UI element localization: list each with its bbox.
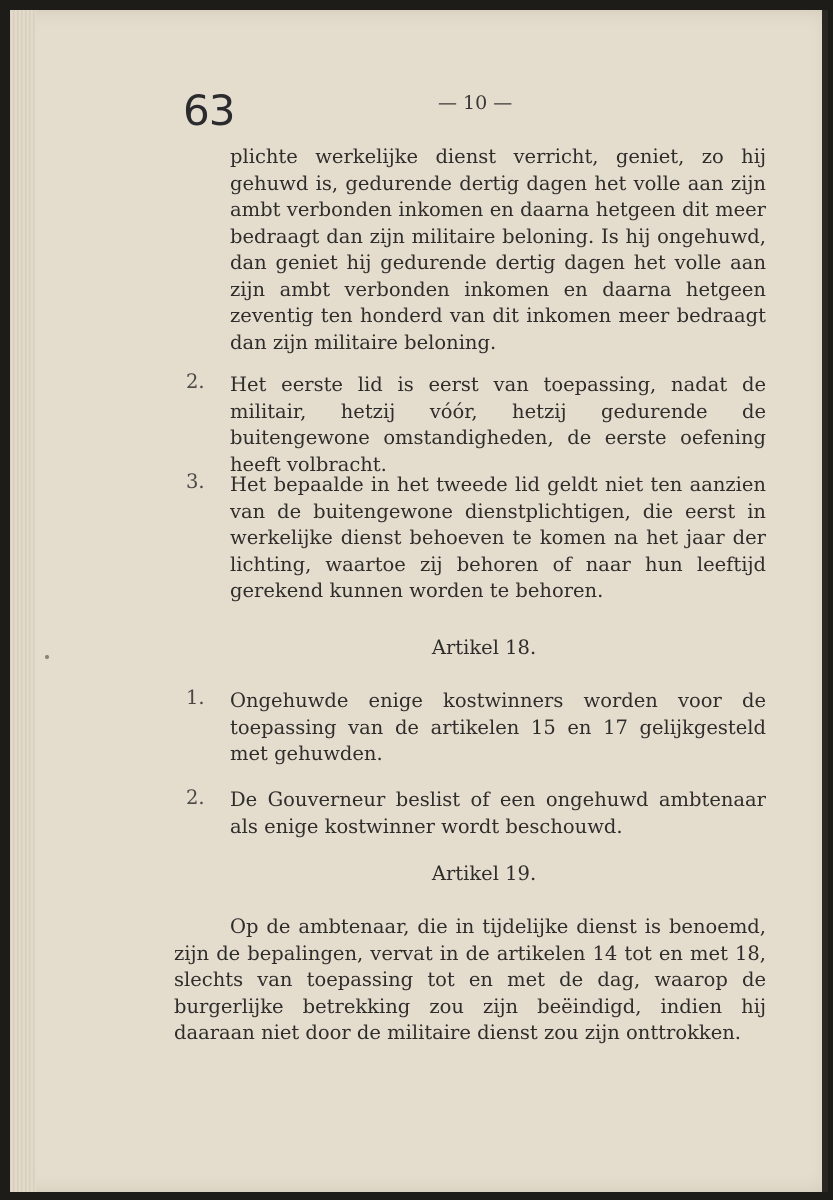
page-edge-left <box>10 10 36 1192</box>
stamp-number: 63 <box>183 86 235 135</box>
page-number: — 10 — <box>438 92 513 114</box>
article-19-text: Op de ambtenaar, die in tijdelijke dienst is benoemd, zijn de bepalingen, vervat in de artikelen 14 tot en met 18, slechts van toepassing tot en met de dag, waarop de burgerlijke betrekking zou zijn beëindigd, indien hij daaraan niet door de militaire dienst zou zijn onttrokken. <box>174 915 766 1044</box>
item-3-text: Het bepaalde in het tweede lid geldt niet ten aanzien van de buitengewone dienstplichtigen, die eerst in werkelijke dienst behoeven te komen na het jaar der lichting, waartoe zij behoren of naar hun leeftijd gerekend kunnen worden te behoren. <box>230 473 766 602</box>
article-18-item-2-number: 2. <box>186 786 205 809</box>
item-2-text: Het eerste lid is eerst van toepassing, nadat de militair, hetzij vóór, hetzij gedurende de buitengewone omstandigheden, de eerste oefening heeft volbracht. <box>230 373 766 476</box>
page-edge-right <box>822 10 828 1192</box>
article-18-item-1-number: 1. <box>186 686 205 709</box>
item-3-number: 3. <box>186 470 205 493</box>
item-2-number: 2. <box>186 370 205 393</box>
article-19-heading: Artikel 19. <box>431 862 537 885</box>
article-18-item-2-text: De Gouverneur beslist of een ongehuwd ambtenaar als enige kostwinner wordt beschouwd. <box>230 788 766 838</box>
article-18-heading: Artikel 18. <box>431 636 537 659</box>
intro-paragraph: plichte werkelijke dienst verricht, geniet, zo hij gehuwd is, gedurende dertig dagen het volle aan zijn ambt verbonden inkomen en daarna hetgeen dit meer bedraagt dan zijn militaire beloning. Is hij ongehuwd, dan geniet hij gedurende dertig dagen het volle aan zijn ambt verbonden inkomen en daarna hetgeen zeventig ten honderd van dit inkomen meer bedraagt dan zijn militaire beloning. <box>230 145 766 354</box>
article-18-item-1-text: Ongehuwde enige kostwinners worden voor de toepassing van de artikelen 15 en 17 gelijkgesteld met gehuwden. <box>230 689 766 765</box>
